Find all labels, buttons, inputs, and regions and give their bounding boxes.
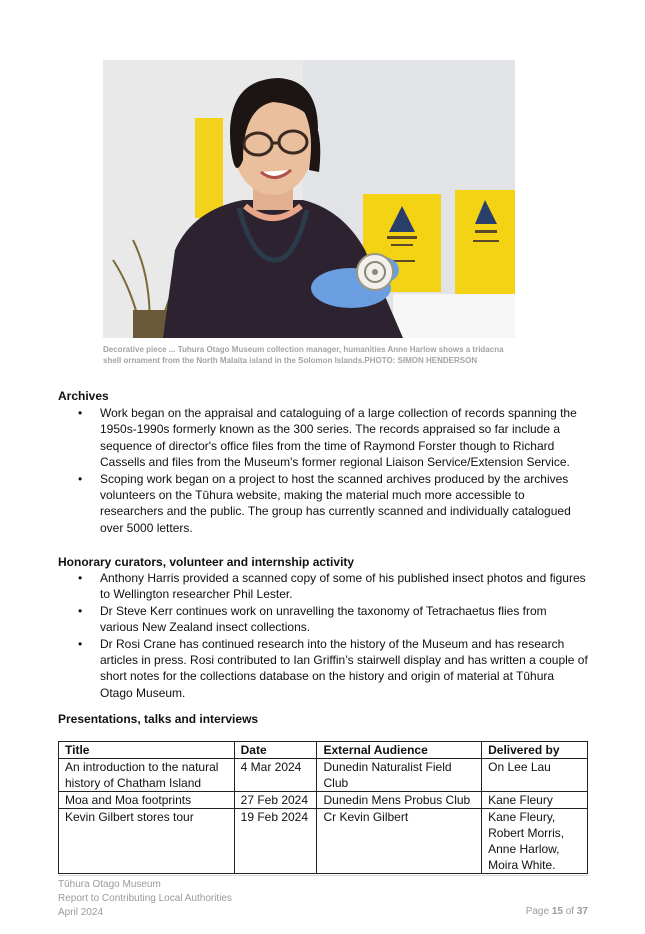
cell-audience: Dunedin Naturalist Field Club <box>317 759 482 792</box>
list-item: • Dr Rosi Crane has continued research into the history of the Museum and has research articles in press. Rosi contributed to Ian Griffin’s stairwell display and has written a couple of short notes for the collections database on the history and origin of material at Tūhura Otago Museum. <box>58 636 588 702</box>
archives-heading: Archives <box>58 389 109 403</box>
footer-divider <box>58 875 588 876</box>
honorary-list <box>58 570 588 701</box>
cell-date: 4 Mar 2024 <box>234 759 317 792</box>
table-row <box>59 792 588 809</box>
footer-org: Tūhura Otago Museum <box>58 879 161 890</box>
list-item: • Dr Steve Kerr continues work on unravelling the taxonomy of Tetrachaetus flies from various New Zealand insect collections. <box>58 603 588 636</box>
cell-audience: Cr Kevin Gilbert <box>317 809 482 874</box>
page-word: Page <box>525 906 550 917</box>
photo-woman-holding-shell-ornament <box>103 60 515 338</box>
cell-audience: Dunedin Mens Probus Club <box>317 792 482 809</box>
list-item: • Scoping work began on a project to host the scanned archives produced by the archives volunteers on the Tūhura website, making the material much more accessible to researchers and the public. The group has currently scanned and individually catalogued over 5000 letters. <box>58 471 588 537</box>
table-header-row <box>59 742 588 759</box>
column-header-title: Title <box>59 742 235 759</box>
list-item: • Anthony Harris provided a scanned copy of some of his published insect photos and figures to Wellington researcher Phil Lester. <box>58 570 588 603</box>
column-header-date: Date <box>234 742 317 759</box>
cell-delivered-by: On Lee Lau <box>482 759 588 792</box>
page-total: 37 <box>576 906 588 917</box>
presentations-table <box>58 741 588 874</box>
cell-delivered-by: Kane Fleury <box>482 792 588 809</box>
cell-title: Moa and Moa footprints <box>59 792 235 809</box>
museum-photo <box>103 60 515 338</box>
page-of: of <box>565 906 575 917</box>
footer-date: April 2024 <box>58 907 104 918</box>
page-current: 15 <box>551 906 563 917</box>
page-number <box>526 906 588 917</box>
presentations-heading: Presentations, talks and interviews <box>58 712 259 726</box>
archives-list <box>58 405 588 536</box>
cell-date: 19 Feb 2024 <box>234 809 317 874</box>
cell-delivered-by: Kane Fleury, Robert Morris, Anne Harlow, Moira White. <box>482 809 588 874</box>
cell-date: 27 Feb 2024 <box>234 792 317 809</box>
table-row <box>59 809 588 874</box>
cell-title: Kevin Gilbert stores tour <box>59 809 235 874</box>
footer-report: Report to Contributing Local Authorities <box>58 893 232 904</box>
column-header-audience: External Audience <box>317 742 482 759</box>
table-row <box>59 759 588 792</box>
honorary-heading: Honorary curators, volunteer and internship activity <box>58 555 355 569</box>
list-item: • Work began on the appraisal and cataloguing of a large collection of records spanning the 1950s-1990s formerly known as the 300 series. The records appraised so far include a sequence of director's office files from the time of Raymond Forster though to Richard Cassells and files from the Museum's former regional Liaison Service/Extension Service. <box>58 405 588 471</box>
photo-caption: Decorative piece ... Tuhura Otago Museum collection manager, humanities Anne Harlow shows a tridacna shell ornament from the North Malaita island in the Solomon Islands.PHOTO: SIMON HENDERSON <box>103 345 504 365</box>
cell-title: An introduction to the natural history of Chatham Island <box>59 759 235 792</box>
column-header-delivered-by: Delivered by <box>482 742 588 759</box>
